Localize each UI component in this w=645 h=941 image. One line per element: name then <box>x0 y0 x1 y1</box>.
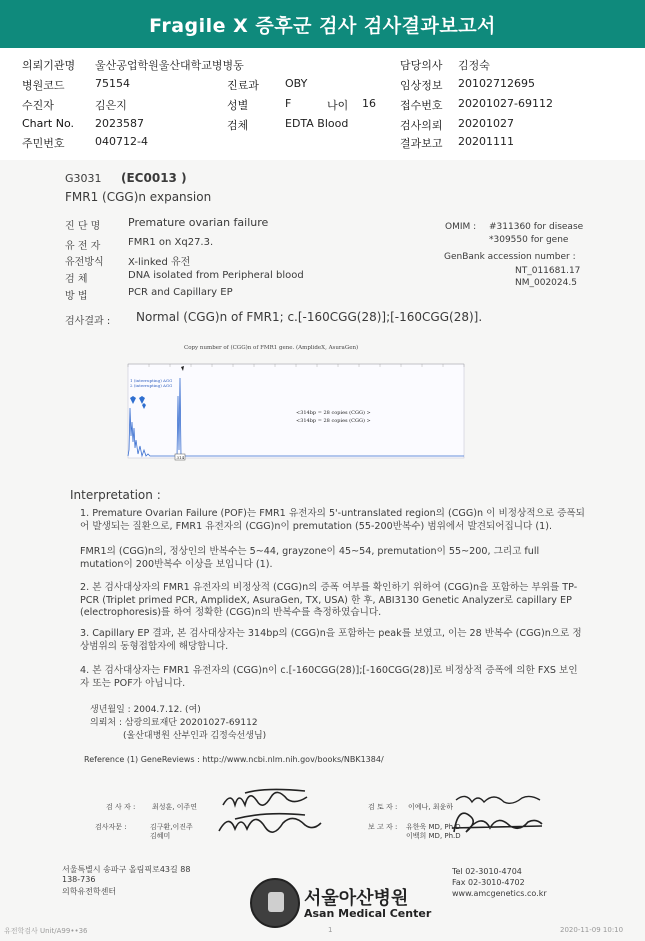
inheritance-label: 유전방식 <box>65 257 104 268</box>
legend-1: 1 (interrupting) AGG <box>130 378 173 383</box>
hospital-name-ko: 서울아산병원 <box>304 888 409 909</box>
genbank-1: NT_011681.17 <box>515 266 581 276</box>
reporter-name-2: 이백희 MD, Ph.D <box>406 832 461 840</box>
annotation-1: <314bp = 28 copies (CGG) > <box>296 410 371 416</box>
collector-label: 수진자 <box>22 99 54 112</box>
interpretation-p1b: FMR1의 (CGG)n의, 정상인의 반복수는 5~44, grayzone이 45~54, premutation이 55~200, 그리고 full mutation이 200반복수 이상을 보입니다 (1). <box>80 546 540 570</box>
genbank-2: NM_002024.5 <box>515 278 577 288</box>
omim-label: OMIM : <box>445 222 477 232</box>
age-value: 16 <box>362 97 376 110</box>
clinical-value: 20102712695 <box>458 77 535 90</box>
reference: Reference (1) GeneReviews : http://www.ncbi.nlm.nih.gov/books/NBK1384/ <box>84 755 384 764</box>
annotation-2: <314bp = 28 copies (CGG) > <box>296 418 371 424</box>
tester-signature <box>215 783 325 843</box>
code-label: 병원코드 <box>22 79 65 92</box>
reviewer-names: 이예나, 최윤하 <box>408 803 454 811</box>
hospital-name-en: Asan Medical Center <box>304 907 432 920</box>
request-label: 검사의뢰 <box>400 119 443 132</box>
chart-title: Copy number of (CGG)n of FMR1 gene. (AmplideX, AsuraGen) <box>184 345 359 351</box>
receipt-value: 20201027-69112 <box>458 97 553 110</box>
fax: Fax 02-3010-4702 <box>452 878 525 887</box>
id-label: 주민번호 <box>22 137 65 150</box>
specimen-label: 검체 <box>227 119 249 132</box>
collector-value: 김은지 <box>95 99 127 112</box>
patient-info <box>0 50 645 158</box>
sex-value: F <box>285 97 292 110</box>
supervisor-label: 검사자문 : <box>95 823 127 831</box>
legend-2: 2 (interrupting) AGG <box>130 383 173 388</box>
address-line-2: 138-736 <box>62 875 96 884</box>
interpretation-p4: 4. 본 검사대상자는 FMR1 유전자의 (CGG)n이 c.[-160CGG(28)];[-160CGG(28)]로 비정상적 증폭에 의한 FXS 보인자 또는 POF가 아닙니다. <box>80 665 578 689</box>
omim-disease: #311360 for disease <box>489 222 584 232</box>
page-number: 1 <box>328 926 333 934</box>
method-value: PCR and Capillary EP <box>128 287 233 298</box>
omim-gene: *309550 for gene <box>489 235 569 245</box>
specimen-value: EDTA Blood <box>285 117 349 130</box>
address-line-1: 서울특별시 송파구 올림픽로43길 88 <box>62 865 191 874</box>
supervisor-names-2: 김혜미 <box>150 832 171 840</box>
sex-label: 성별 <box>227 99 249 112</box>
result-label: 검사결과 : <box>65 316 111 327</box>
dob: 생년월일 : 2004.7.12. (여) <box>90 705 201 715</box>
legend <box>130 378 172 388</box>
interpretation-heading: Interpretation : <box>70 488 161 502</box>
specimen-row-value: DNA isolated from Peripheral blood <box>128 270 304 281</box>
department: 의학유전학센터 <box>62 887 117 896</box>
id-value: 040712-4 <box>95 135 148 148</box>
requester: 의뢰처 : 삼광의료재단 20201027-69112 <box>90 718 258 728</box>
diagnosis-value: Premature ovarian failure <box>128 216 269 229</box>
dept-label: 진료과 <box>227 79 259 92</box>
request-value: 20201027 <box>458 117 514 130</box>
receipt-label: 접수번호 <box>400 99 443 112</box>
clinical-label: 임상정보 <box>400 79 443 92</box>
report-label: 결과보고 <box>400 137 443 150</box>
reviewer-label: 검 토 자 : <box>368 803 398 811</box>
requester-detail: (울산대병원 산부인과 김정숙선생님) <box>123 731 267 741</box>
reporter-name: 유한욱 MD, Ph.D <box>406 823 461 831</box>
inheritance-value: X-linked 유전 <box>128 257 191 268</box>
report-value: 20201111 <box>458 135 514 148</box>
tester-names: 최성훈, 이주연 <box>152 803 198 811</box>
supervisor-names: 김구환,이진주 <box>150 823 193 831</box>
website: www.amcgenetics.co.kr <box>452 889 547 898</box>
dept-value: OBY <box>285 77 308 90</box>
reviewer-signature <box>448 788 553 846</box>
test-name: FMR1 (CGG)n expansion <box>65 190 212 204</box>
report-title: Fragile X 증후군 검사 검사결과보고서 <box>0 0 645 48</box>
hospital-label: 의뢰기관명 <box>22 59 76 72</box>
interpretation-p3: 3. Capillary EP 결과, 본 검사대상자는 314bp의 (CGG)n을 포함하는 peak를 보였고, 이는 28 반복수 (CGG)n으로 정상범위의 동형접합자에 해당합니다. <box>80 628 582 652</box>
hospital-value: 울산공업학원울산대학교병병동 <box>95 59 244 72</box>
gene-value: FMR1 on Xq27.3. <box>128 237 214 248</box>
age-label: 나이 <box>327 99 349 112</box>
method-label: 방 법 <box>65 291 88 302</box>
reporter-label: 보 고 자 : <box>368 823 398 831</box>
interpretation-p2: 2. 본 검사대상자의 FMR1 유전자의 비정상적 (CGG)n의 증폭 여부를 확인하기 위하여 (CGG)n을 포함하는 부위를 TP-PCR (Triplet primed PCR, AmplideX, AsuraGen, TX, USA) 한 후, ABI3130 Genetic Analyzer로 capillary EP (electrophoresis)를 하여 정확한 (CGG)n의 반복수를 측정하였습니다. <box>80 582 578 618</box>
chart-label: Chart No. <box>22 117 74 130</box>
doctor-value: 김정숙 <box>458 59 490 72</box>
test-subcode: (EC0013 ) <box>121 171 187 185</box>
form-id: 유전학검사 Unit/A99••36 <box>4 927 88 935</box>
peak-label: 314 <box>176 455 185 460</box>
doctor-label: 담당의사 <box>400 59 443 72</box>
interpretation-p1: 1. Premature Ovarian Failure (POF)는 FMR1 유전자의 5'-untranslated region의 (CGG)n 이 비정상적으로 증폭되어 발생되는 질환으로, FMR1 유전자의 (CGG)n이 premutation (55-200반복수) 범위에서 발견되어집니다 (1). <box>80 508 585 532</box>
print-datetime: 2020-11-09 10:10 <box>560 926 624 934</box>
chart-value: 2023587 <box>95 117 144 130</box>
genbank-label: GenBank accession number : <box>444 252 576 262</box>
diagnosis-label: 진 단 명 <box>65 221 101 232</box>
code-value: 75154 <box>95 77 130 90</box>
asan-foundation-logo <box>250 878 300 928</box>
test-code: G3031 <box>65 172 102 185</box>
capillary-ep-chart <box>120 338 480 470</box>
telephone: Tel 02-3010-4704 <box>452 867 522 876</box>
gene-label: 유 전 자 <box>65 241 101 252</box>
result-value: Normal (CGG)n of FMR1; c.[-160CGG(28)];[-160CGG(28)]. <box>136 310 483 324</box>
specimen-row-label: 검 체 <box>65 274 88 285</box>
tester-label: 검 사 자 : <box>106 803 136 811</box>
